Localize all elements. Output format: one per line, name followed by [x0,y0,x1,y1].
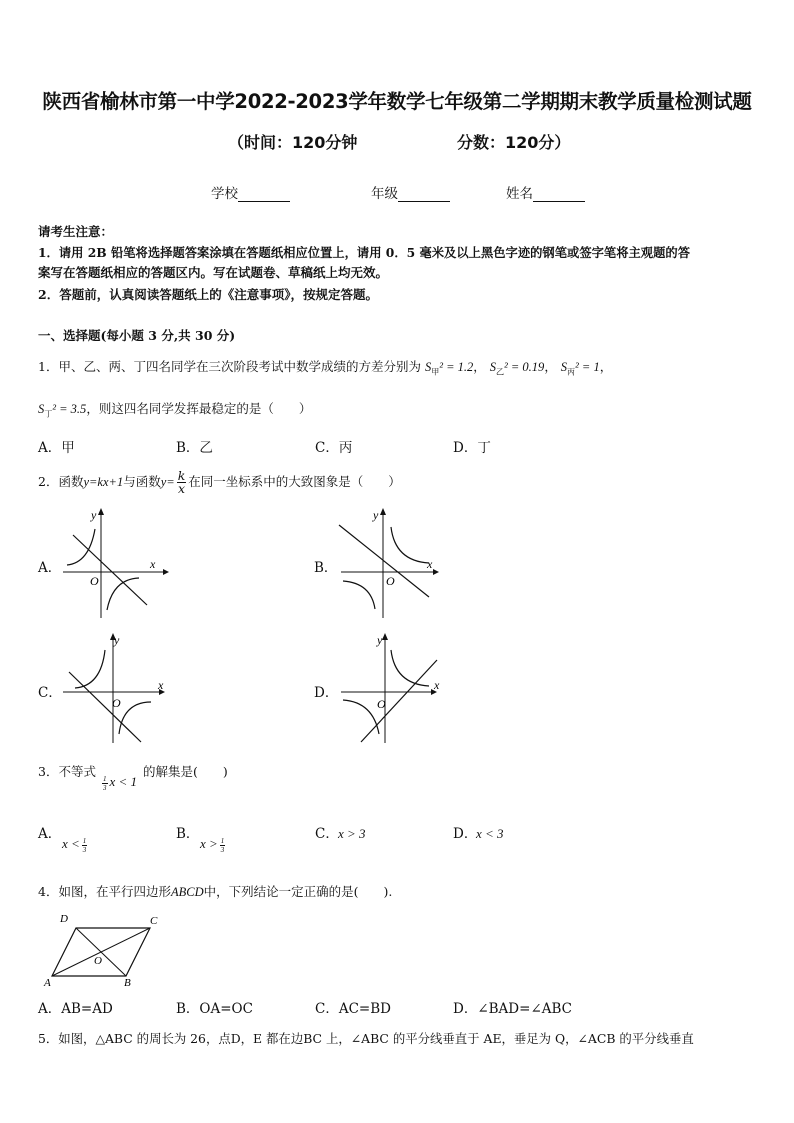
q3-option-a[interactable] [62,836,89,854]
q1-val-yi: ² = 0.19 [504,360,545,374]
school-field [211,182,290,202]
y-arrow-icon [98,508,104,515]
grade-label: 年级 [371,186,398,202]
x-label: x [158,678,164,692]
name-blank[interactable] [533,187,585,202]
line-graph [73,535,147,605]
q2-graph-b [333,505,448,620]
q4-text-a: 4．如图，在平行四边形 [38,884,171,899]
q3-opt-a-num: 1 [82,836,87,845]
q1-option-a[interactable]: A．甲 [38,440,75,456]
q3-opt-b-num: 1 [220,836,225,845]
origin-label: O [90,574,99,588]
q1-stem-line1: 1．甲、乙、两、丁四名同学在三次阶段考试中数学成绩的方差分别为 $S_甲^2 = 1.2$， $S_乙^2 = 0.19$， $S_丙^2 = 1$， [38,359,613,377]
q2-frac-den: x [177,481,186,496]
q3-opt-a-text: x < [62,836,80,851]
q1-val-ding: ² = 3.5 [52,402,87,416]
q2-graph-a [55,505,170,620]
y-arrow-icon [382,633,388,640]
hyperbola-branch [119,702,151,734]
q1-option-d[interactable]: D．丁 [453,440,491,456]
y-label: y [114,633,120,647]
q1-s-jia: S [424,360,432,374]
q2-func2-lhs: y= [160,475,175,489]
x-arrow-icon [433,569,439,575]
q2-text-b: 与函数 [123,474,161,489]
origin-label: O [386,574,395,588]
q3-option-b[interactable] [200,836,227,854]
q1-stem-line2 [38,399,311,425]
hyperbola-branch [391,527,429,563]
q3-stem-text-a: 3．不等式 [38,764,96,779]
point-c-label: C [150,915,158,927]
notice-item1-line1: 1．请用 2B 铅笔将选择题答案涂填在答题纸相应位置上，请用 0．5 毫米及以上黑色字迹的钢笔或签字笔将主观题的答 [38,245,690,260]
point-o-label: O [94,955,102,967]
q3-label-d[interactable]: D． [453,826,478,842]
q1-sub-ding: 丁 [44,409,53,419]
q1-val-bing: ² = 1 [575,360,600,374]
q4-option-c[interactable]: C．AC=BD [315,1001,391,1017]
q1-option-c[interactable]: C．丙 [315,440,353,456]
q3-inequality [100,774,137,792]
hyperbola-branch [391,650,429,686]
name-label: 姓名 [506,186,533,202]
origin-label: O [377,697,386,711]
q3-label-c[interactable]: C． [315,826,339,842]
point-d-label: D [60,913,68,925]
exam-score: 分数：120分） [457,133,571,152]
q3-ineq-num: 1 [103,774,107,783]
exam-time: （时间：120分钟 [228,133,358,152]
hyperbola-branch [67,529,95,565]
y-arrow-icon [380,508,386,515]
q2-graph-c [55,630,170,745]
notice-item2: 2．答题前，认真阅读答题纸上的《注意事项》，按规定答题。 [38,287,378,302]
q1-text-b: ，则这四名同学发挥最稳定的是（ ） [86,401,312,416]
grade-field [371,182,450,202]
q2-label-d[interactable]: D． [314,685,339,701]
school-blank[interactable] [238,187,290,202]
q1-s-bing: S [560,360,568,374]
hyperbola-branch [107,578,139,610]
q4-option-b[interactable]: B．OA=OC [176,1001,253,1017]
q1-s-yi: S [489,360,496,374]
q3-opt-a-frac [82,837,88,854]
point-a-label: A [44,977,51,989]
page-title: 陕西省榆林市第一中学2022-2023学年数学七年级第二学期期末教学质量检测试题 [42,90,752,113]
q4-text-b: 中，下列结论一定正确的是( ). [203,884,393,899]
q1-option-b[interactable]: B．乙 [176,440,213,456]
q3-stem-text-b: 的解集是( ) [143,764,228,779]
q4-parallelogram [40,908,170,990]
x-label: x [150,557,156,571]
q4-option-a[interactable]: A．AB=AD [38,1001,113,1017]
q1-val-jia: ² = 1.2 [439,360,474,374]
diagonal-bd [76,928,126,976]
grade-blank[interactable] [398,187,450,202]
q4-stem [38,882,392,902]
name-field [506,182,585,202]
q3-ineq-frac [102,775,108,792]
notice-item1-line2: 案写在答题纸相应的答题区内。写在试题卷、草稿纸上均无效。 [38,265,389,280]
q1-sub-jia: 甲 [431,367,440,377]
q3-opt-b-frac [220,837,226,854]
x-label: x [434,678,440,692]
q3-label-a[interactable]: A． [38,826,62,842]
q1-sub-yi: 乙 [496,367,504,377]
q2-text-c: 在同一坐标系中的大致图象是（ ） [188,474,401,489]
q1-text-a: 1．甲、乙、两、丁四名同学在三次阶段考试中数学成绩的方差分别为 [38,359,421,374]
q2-label-c[interactable]: C． [38,685,62,701]
hyperbola-branch [343,581,375,609]
y-label: y [91,508,97,522]
q2-label-b[interactable]: B． [314,560,338,576]
q2-frac [177,470,187,495]
school-label: 学校 [211,186,238,202]
q2-graph-d [333,630,448,745]
origin-label: O [112,696,121,710]
x-label: x [427,557,433,571]
q3-opt-a-den: 3 [82,845,87,854]
q2-stem [38,470,401,495]
y-label: y [377,633,383,647]
notice-heading: 请考生注意： [38,224,114,239]
q3-opt-b-text: x > [200,836,218,851]
q2-func1: y=kx+1 [83,475,124,489]
q2-frac-num: k [177,468,186,483]
y-label: y [373,508,379,522]
q3-opt-b-den: 3 [220,845,225,854]
q5-stem: 5．如图，△ABC 的周长为 26，点D，E 都在边BC 上，∠ABC 的平分线垂直于 AE，垂足为 Q，∠ACB 的平分线垂直 [38,1031,694,1046]
section-heading: 一、选择题(每小题 3 分,共 30 分) [38,328,236,343]
q2-text-a: 2．函数 [38,474,84,489]
q3-option-c[interactable]: x > 3 [338,826,366,841]
q3-ineq-den: 3 [103,783,107,792]
q2-label-a[interactable]: A． [38,560,62,576]
q4-option-d[interactable]: D．∠BAD=∠ABC [453,1001,573,1017]
point-b-label: B [124,977,131,989]
line-graph [69,672,141,742]
q1-sub-bing: 丙 [567,367,576,377]
x-arrow-icon [163,569,169,575]
q4-abcd: ABCD [170,885,204,899]
q3-ineq-rest: x < 1 [109,774,138,789]
q3-option-d[interactable]: x < 3 [476,826,504,841]
q1-s-ding: S [38,402,45,416]
q3-label-b[interactable]: B． [176,826,200,842]
